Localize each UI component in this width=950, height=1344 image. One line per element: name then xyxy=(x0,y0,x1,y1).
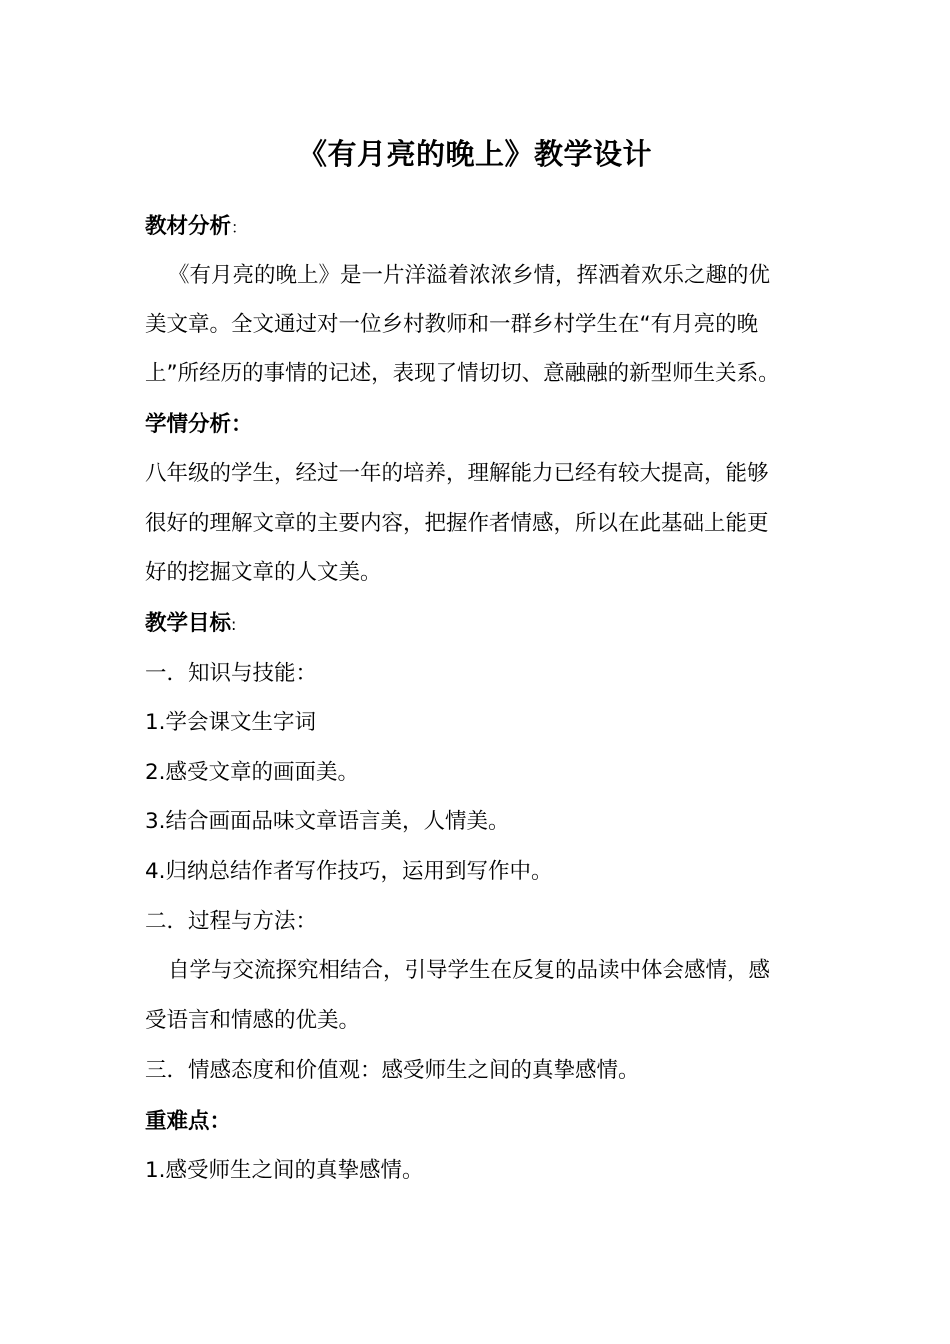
heading-colon: : xyxy=(231,615,237,634)
list-item: 1.学会课文生字词 xyxy=(145,710,317,735)
heading-text: 教学目标 xyxy=(145,611,232,636)
paragraph-line: 自学与交流探究相结合，引导学生在反复的品读中体会感情，感 xyxy=(168,958,771,983)
subheading-knowledge: 一．知识与技能： xyxy=(145,661,318,686)
heading-text: 教材分析 xyxy=(145,214,232,239)
list-item: 3.结合画面品味文章语言美，人情美。 xyxy=(145,809,510,834)
list-item: 2.感受文章的画面美。 xyxy=(145,760,360,785)
section-heading-key-points: 重难点： xyxy=(145,1109,232,1134)
section-heading-material xyxy=(145,212,815,243)
attitude-line: 三．情感态度和价值观：感受师生之间的真挚感情。 xyxy=(145,1058,640,1083)
paragraph-line: 好的挖掘文章的人文美。 xyxy=(145,560,382,585)
paragraph-line: 很好的理解文章的主要内容，把握作者情感，所以在此基础上能更 xyxy=(145,511,769,536)
subheading-process: 二．过程与方法： xyxy=(145,909,318,934)
paragraph-line: 八年级的学生，经过一年的培养，理解能力已经有较大提高，能够 xyxy=(145,461,769,486)
paragraph-line: 受语言和情感的优美。 xyxy=(145,1008,361,1033)
paragraph-line: 《有月亮的晚上》是一片洋溢着浓浓乡情，挥洒着欢乐之趣的优 xyxy=(168,263,771,288)
paragraph-line: 上”所经历的事情的记述，表现了情切切、意融融的新型师生关系。 xyxy=(145,361,780,386)
paragraph-line: 美文章。全文通过对一位乡村教师和一群乡村学生在“有月亮的晚 xyxy=(145,312,759,337)
list-item: 4.归纳总结作者写作技巧，运用到写作中。 xyxy=(145,859,553,884)
section-heading-students: 学情分析： xyxy=(145,412,253,437)
page-title: 《有月亮的晚上》教学设计 xyxy=(297,137,652,171)
heading-colon: ： xyxy=(231,218,248,237)
list-item: 1.感受师生之间的真挚感情。 xyxy=(145,1158,424,1183)
section-heading-goals xyxy=(145,609,815,640)
